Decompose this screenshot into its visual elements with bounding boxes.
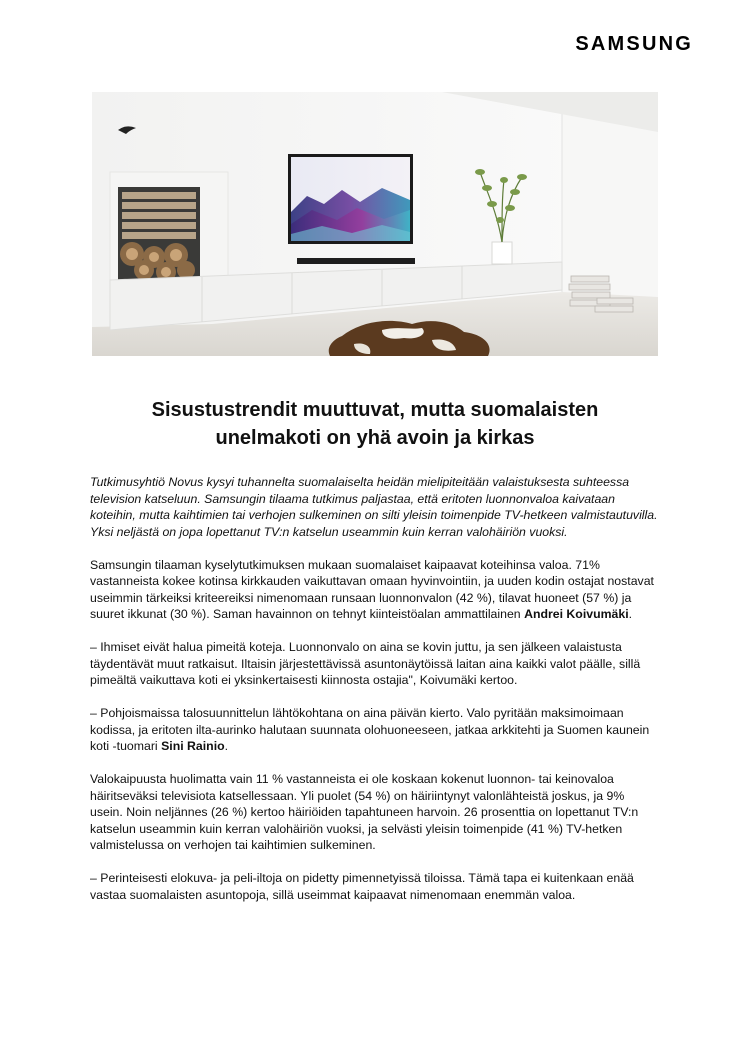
paragraph-3-text: – Pohjoismaissa talosuunnittelun lähtökohtana on aina päivän kierto. Valo pyritään maksimoimaan kodissa, ja eritoten ilta-aurinko halutaan suunnata olohuoneeseen, jatkaa arkkitehti ja Suomen kaunein koti -tuomari [90,706,650,753]
paragraph-1-end: . [628,607,633,621]
paragraph-5: – Perinteisesti elokuva- ja peli-iltoja on pidetty pimennetyissä tiloissa. Tämä tapa ei kuitenkaan enää vastaa suomalaisten asuntopoja, sillä useimmat kaipaavat nimenomaan enemmän valoa. [90,871,634,902]
intro-paragraph: Tutkimusyhtiö Novus kysyi tuhannelta suomalaiselta heidän mielipiteitään valaistuksesta suhteessa television katseluun. Samsungin tilaama tutkimus paljastaa, että eritoten luonnonvaloa kaivataan koteihin, mutta kaihtimien tai verhojen sulkeminen on silti yleisin toimenpide TV-hetkeen valmistautuvilla. Yksi neljästä on jopa lopettanut TV:n katselun useammin kuin kerran valohäiriön vuoksi. [90,475,658,539]
paragraph-3-end: . [224,739,229,753]
paragraph-3 [90,705,660,755]
person-name-koivumaki: Andrei Koivumäki [524,607,629,621]
person-name-rainio: Sini Rainio [161,739,225,753]
paragraph-1-text: Samsungin tilaaman kyselytutkimuksen mukaan suomalaiset kaipaavat koteihinsa valoa. 71% vastanneista kokee kotinsa kirkkauden vaikuttavan omaan hyvinvointiin, ja uuden kodin ostajat nostavat useimmin tärkeiksi kriteereiksi nimenomaan runsaan luonnonvalon (42 %), tilavat huoneet (57 %) ja suuret ikkunat (30 %). Saman havainnon on tehnyt kiinteistöalan ammattilainen [90,557,654,621]
samsung-logo: SAMSUNG [575,33,693,55]
article-body [90,474,660,920]
paragraph-4: Valokaipuusta huolimatta vain 11 % vastanneista ei ole koskaan kokenut luonnon- tai keinovaloa häiritseväksi televisiota katsellessaan. Yli puolet (54 %) on häiriintynyt valonlähteistä joskus, ja 9% usein. Noin neljännes (26 %) kertoo häiriöiden tapahtuneen harvoin. 26 prosenttia on lopettanut TV:n katselun useammin kuin kerran valohäiriön vuoksi, ja selvästi yleisin toimenpide (41 %) TV-hetken valmistelussa on verhojen tai kaihtimien sulkeminen. [90,772,639,852]
paragraph-1 [90,557,660,623]
paragraph-2: – Ihmiset eivät halua pimeitä koteja. Luonnonvalo on aina se kovin juttu, ja sen jälkeen valaistusta täydentävät muut ratkaisut. Iltaisin järjestettävissä asuntonäytöissä laitan aina kaikki valot päälle, sillä pimeältä vaikuttava koti ei yksinkertaisesti kiinnosta ostajia", Koivumäki kertoo. [90,640,641,687]
hero-image [92,92,658,356]
title-line-1: Sisustustrendit muuttuvat, mutta suomalaisten [151,399,599,421]
article-title [92,396,658,452]
title-line-2: unelmakoti on yhä avoin ja kirkas [215,427,535,449]
